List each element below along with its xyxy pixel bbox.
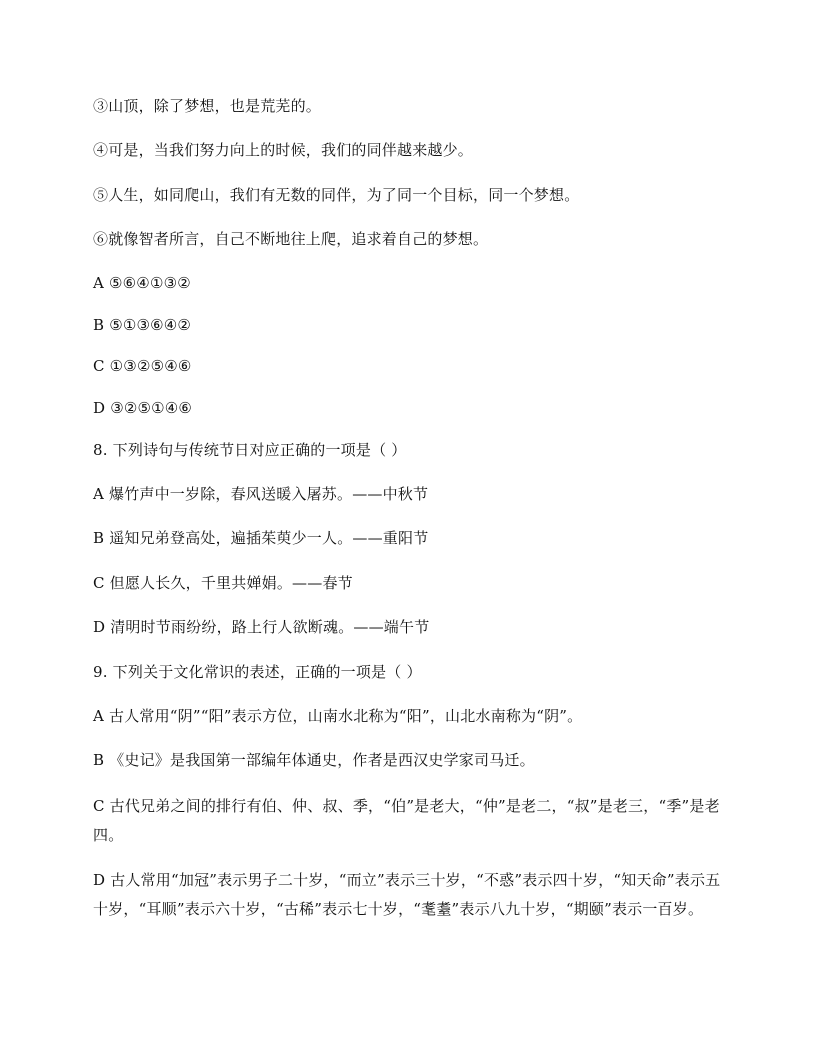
question-9: 9. 下列关于文化常识的表述，正确的一项是（ ） [93,663,422,681]
q7-option-d: D ③②⑤①④⑥ [93,399,193,417]
q8-option-a: A 爆竹声中一岁除，春风送暖入屠苏。——中秋节 [93,485,429,503]
sentence-4: ④可是，当我们努力向上的时候，我们的同伴越来越少。 [93,141,474,159]
q8-option-c: C 但愿人长久，千里共婵娟。——春节 [93,574,353,592]
question-8: 8. 下列诗句与传统节日对应正确的一项是（ ） [93,441,407,459]
sentence-6: ⑥就像智者所言，自己不断地往上爬，追求着自己的梦想。 [93,230,489,248]
sentence-3: ③山顶，除了梦想，也是荒芜的。 [93,97,322,115]
q7-option-a: A ⑤⑥④①③② [93,274,191,292]
q8-option-d: D 清明时节雨纷纷，路上行人欲断魂。——端午节 [93,618,430,636]
q9-option-d: D 古人常用“加冠”表示男子二十岁，“而立”表示三十岁，“不惑”表示四十岁，“知天命”表示五十岁，“耳顺”表示六十岁，“古稀”表示七十岁，“耄耋”表示八九十岁，“期颐”表示一百岁。 [93,871,721,918]
q8-option-b: B 遥知兄弟登高处，遍插茱萸少一人。——重阳节 [93,529,429,547]
q7-option-b: B ⑤①③⑥④② [93,316,192,334]
sentence-5: ⑤人生，如同爬山，我们有无数的同伴，为了同一个目标，同一个梦想。 [93,186,580,204]
q9-option-b: B 《史记》是我国第一部编年体通史，作者是西汉史学家司马迁。 [93,751,535,769]
q9-option-c: C 古代兄弟之间的排行有伯、仲、叔、季，“伯”是老大，“仲”是老二，“叔”是老三，“季”是老四。 [93,797,720,844]
q9-option-a: A 古人常用“阴”“阳”表示方位，山南水北称为“阳”，山北水南称为“阴”。 [93,707,583,725]
q7-option-c: C ①③②⑤④⑥ [93,357,192,375]
